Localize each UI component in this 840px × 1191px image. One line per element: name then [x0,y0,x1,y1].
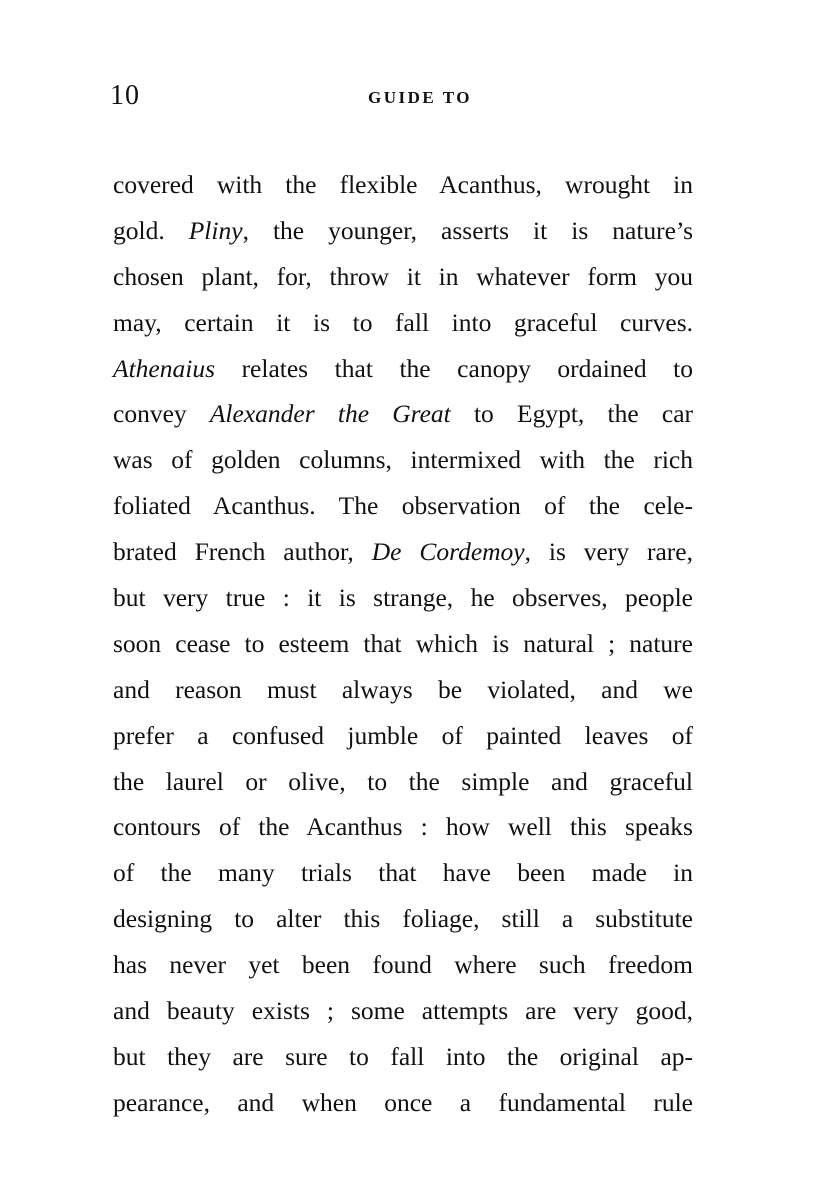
text-segment: to Egypt, the car [450,399,693,429]
text-line [113,162,693,208]
text-line [113,713,693,759]
text-segment: contours of the Acanthus : how well this speaks [113,812,693,842]
text-segment: but they are sure to fall into the original ap- [113,1041,693,1071]
page-number: 10 [110,80,140,111]
text-segment: and reason must always be violated, and we [113,674,693,704]
text-line [113,850,693,896]
text-line [113,300,693,346]
italic-text-segment: Alexander the Great [209,399,451,429]
text-segment: and beauty exists ; some attempts are very good, [113,996,693,1026]
italic-text-segment: Athenaius [113,353,215,383]
text-segment: foliated Acanthus. The observation of the cele- [113,491,693,521]
text-line [113,1080,693,1126]
text-line [113,391,693,437]
text-line [113,942,693,988]
text-segment: pearance, and when once a fundamental rule [113,1087,693,1117]
text-segment: , is very rare, [524,537,693,567]
text-segment: convey [113,399,210,429]
italic-text-segment: De Cordemoy [371,537,525,567]
text-line [113,1034,693,1080]
text-line [113,988,693,1034]
text-line [113,208,693,254]
text-line [113,621,693,667]
text-segment: may, certain it is to fall into graceful curves. [113,307,693,337]
text-segment: covered with the flexible Acanthus, wrought in [113,170,693,199]
text-line [113,667,693,713]
text-segment: was of golden columns, intermixed with the rich [113,445,693,475]
text-line [113,575,693,621]
text-segment: but very true : it is strange, he observes, people [113,583,693,613]
text-line [113,483,693,529]
text-line [113,804,693,850]
text-line [113,254,693,300]
text-segment: gold. [113,215,189,245]
text-line [113,896,693,942]
text-line [113,346,693,392]
text-segment: relates that the canopy ordained to [215,353,693,383]
running-title: GUIDE TO [368,88,472,107]
text-segment: has never yet been found where such freedom [113,950,693,980]
italic-text-segment: Pliny [188,215,243,245]
text-line [113,759,693,805]
text-segment: chosen plant, for, throw it in whatever form you [113,261,693,291]
text-line [113,437,693,483]
text-segment: of the many trials that have been made in [113,858,693,888]
text-segment: , the younger, asserts it is nature’s [242,215,693,245]
body-text [113,162,693,1126]
text-segment: the laurel or olive, to the simple and graceful [113,766,693,796]
text-segment: prefer a confused jumble of painted leaves of [113,720,693,750]
text-segment: designing to alter this foliage, still a substitute [113,904,693,934]
text-line [113,529,693,575]
text-segment: brated French author, [113,537,372,567]
text-segment: soon cease to esteem that which is natural ; nature [113,628,693,658]
